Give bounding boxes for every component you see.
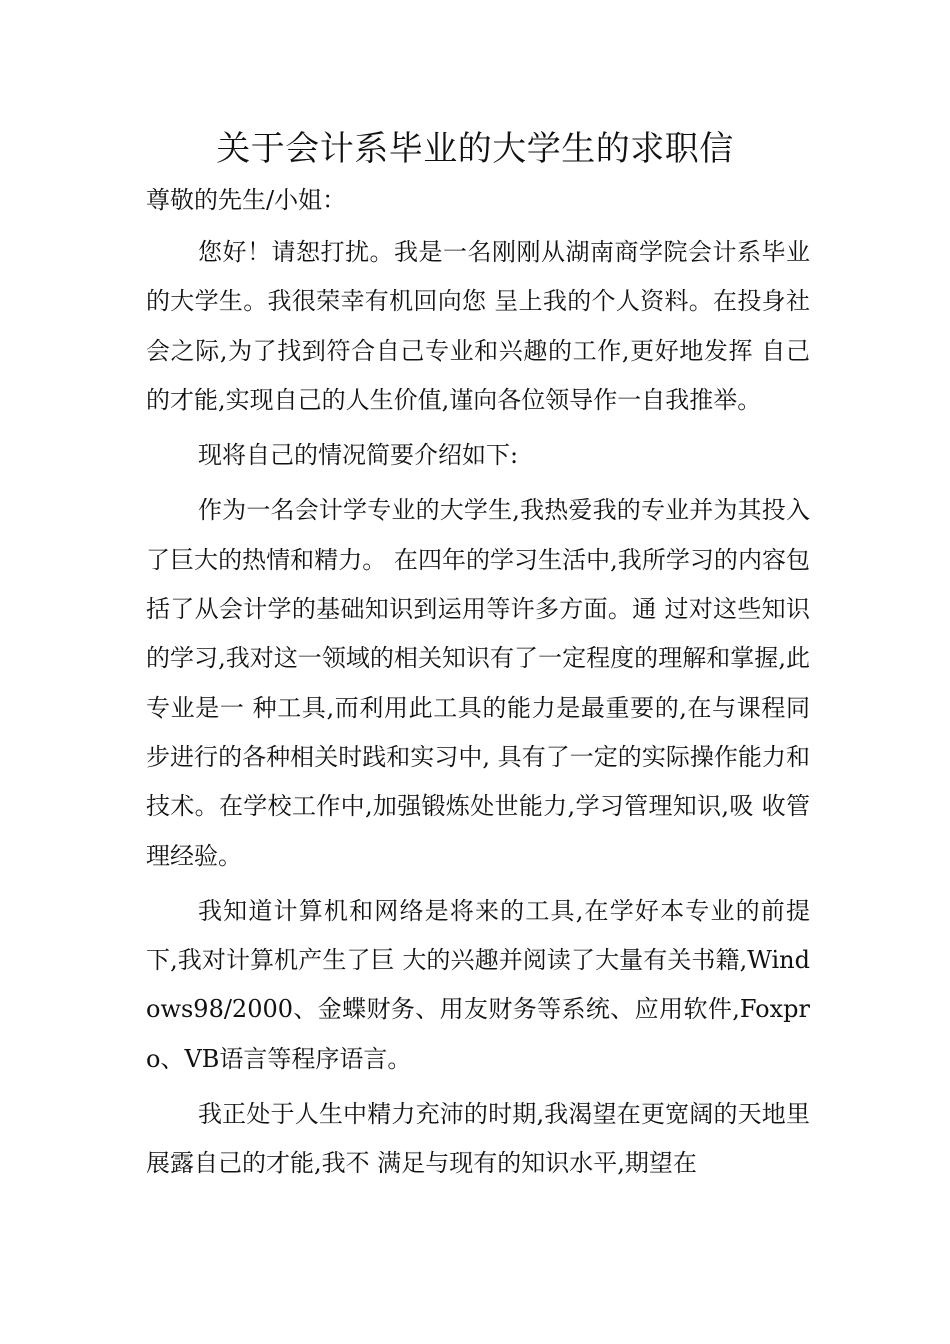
paragraph-computer-skills: 我知道计算机和网络是将来的工具,在学好本专业的前提下,我对计算机产生了巨 大的兴趣并阅读了大量有关书籍,Windows98/2000、金蝶财务、用友财务等系统、应用软件,Foxpro、VB语言等程序语言。 xyxy=(146,896,810,1073)
salutation: 尊敬的先生/小姐： xyxy=(146,186,347,214)
paragraph-major: 作为一名会计学专业的大学生,我热爱我的专业并为其投入了巨大的热情和精力。 在四年的学习生活中,我所学习的内容包括了从会计学的基础知识到运用等许多方面。通 过对这些知识的学习,我对这一领域的相关知识有了一定程度的理解和掌握,此专业是一 种工具,而利用此工具的能力是最重要的,在与课程同步进行的各种相关时践和实习中, 具有了一定的实际操作能力和技术。在学校工作中,加强锻炼处世能力,学习管理知识,吸 收管理经验。 xyxy=(146,496,810,870)
letter-body xyxy=(146,178,810,1189)
paragraph-greeting: 您好！请恕打扰。我是一名刚刚从湖南商学院会计系毕业的大学生。我很荣幸有机回向您 呈上我的个人资料。在投身社会之际,为了找到符合自己专业和兴趣的工作,更好地发挥 自己的才能,实现自己的人生价值,谨向各位领导作一自我推举。 xyxy=(146,238,810,414)
paragraph-intro: 现将自己的情况简要介绍如下: xyxy=(198,441,519,470)
paragraph-aspiration: 我正处于人生中精力充沛的时期,我渴望在更宽阔的天地里展露自己的才能,我不 满足与现有的知识水平,期望在 xyxy=(146,1100,810,1178)
document-title: 关于会计系毕业的大学生的求职信 xyxy=(216,129,734,169)
